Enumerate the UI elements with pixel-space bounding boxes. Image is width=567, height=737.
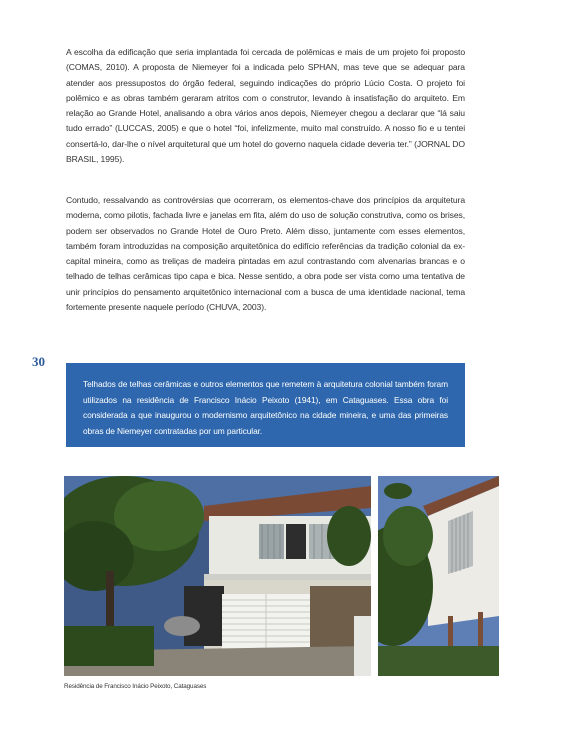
house-side-illustration: [378, 476, 499, 676]
callout-text: Telhados de telhas cerâmicas e outros elementos que remetem à arquitetura colonial também foram utilizados na residência de Francisco Inácio Peixoto (1941), em Cataguases. Essa obra foi considerada a que inaugurou o modernismo arquitetônico na cidade mineira, e uma das primeiras obras de Niemeyer contratadas por um particular.: [83, 379, 448, 436]
house-photo-side: [378, 476, 499, 676]
photo-caption: Residência de Francisco Inácio Peixoto, Cataguases: [64, 683, 207, 690]
page-number: 30: [32, 354, 45, 369]
body-paragraph-1: A escolha da edificação que seria implantada foi cercada de polêmicas e mais de um projeto foi proposto (COMAS, 2010). A proposta de Niemeyer foi a indicada pelo SPHAN, mas teve que se adequar para atender aos pressupostos do órgão federal, seguindo indicações do próprio Lúcio Costa. O projeto foi polêmico e as obras também geraram atritos com o construtor, levando à insatisfação do arquiteto. Em relação ao Grande Hotel, analisando a obra vários anos depois, Niemeyer chegou a declarar que “lá saiu tudo errado” (LUCCAS, 2005) e que o hotel “foi, infelizmente, muito mal construído. A nosso fio e u tentei consertá-lo, dar-lhe o nível arquitetural que um hotel do governo naquela cidade deveria ter.” (JORNAL DO BRASIL, 1995).: [66, 47, 465, 165]
house-photo-front: [64, 476, 371, 676]
house-front-illustration: [64, 476, 371, 676]
callout-box: [66, 363, 465, 447]
body-paragraph-2: Contudo, ressalvando as controvérsias que ocorreram, os elementos-chave dos princípios da arquitetura moderna, como pilotis, fachada livre e janelas em fita, além do uso de solução construtiva, como os brises, podem ser observados no Grande Hotel de Ouro Preto. Além disso, juntamente com esses elementos, também foram introduzidas na composição arquitetônica do edifício referências da tradição colonial da ex-capital mineira, como as treliças de madeira pintadas em azul contrastando com alvenarias brancas e o telhado de telhas cerâmicas tipo capa e bica. Nesse sentido, a obra pode ser vista como uma tentativa de unir princípios do pensamento arquitetônico internacional com a busca de uma identidade nacional, tema fortemente presente naquele período (CHUVA, 2003).: [66, 195, 465, 313]
